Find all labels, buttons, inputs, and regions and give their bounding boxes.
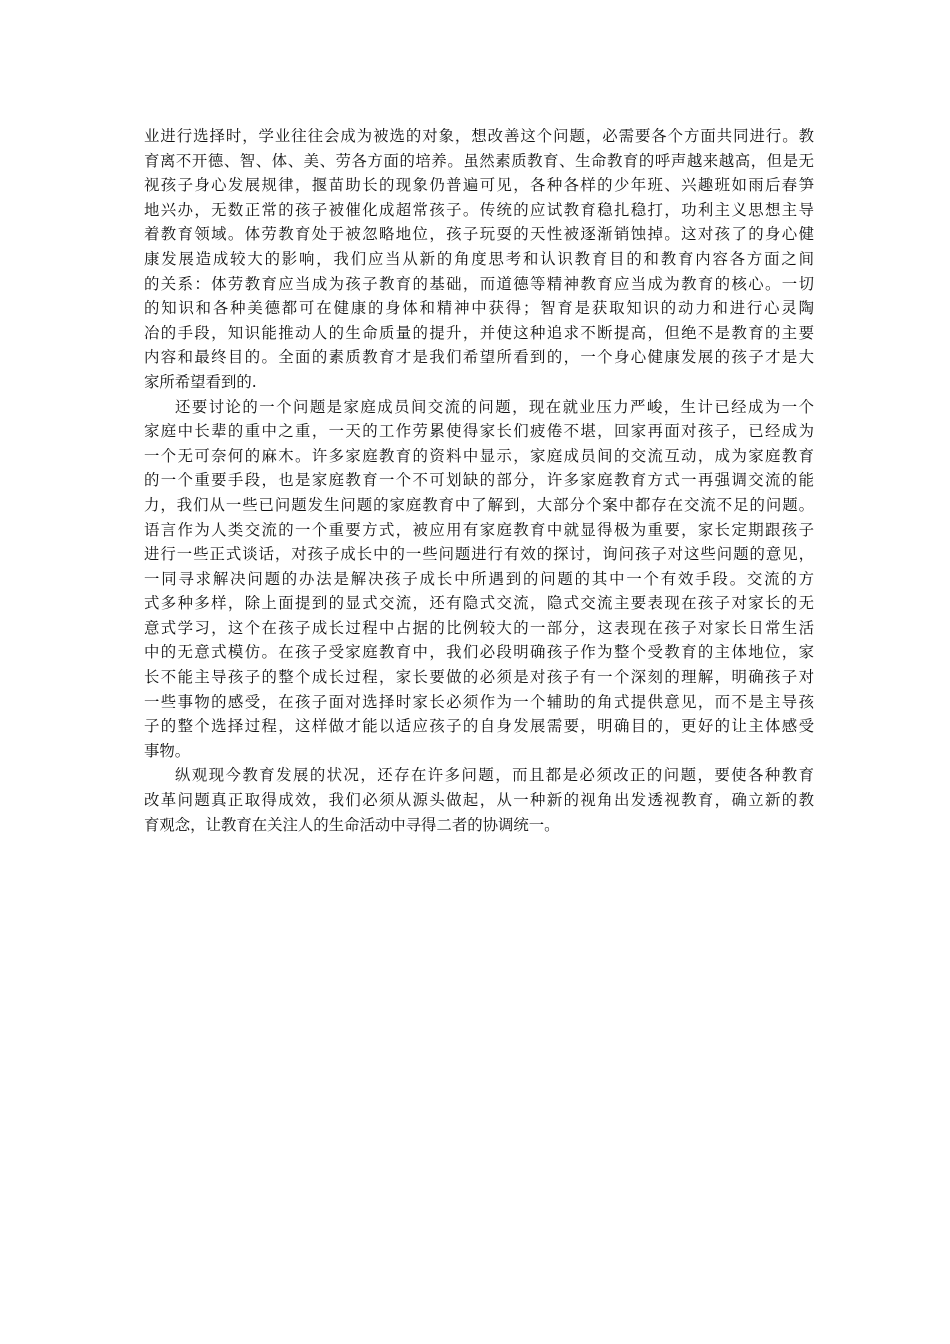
text-line: 着教育领域。体劳教育处于被忽略地位，孩子玩耍的天性被逐渐销蚀掉。这对孩了的身心健 [144, 225, 814, 244]
text-line: 育观念，让教育在关注人的生命活动中寻得二者的协调统一。 [144, 815, 560, 834]
text-line: 语言作为人类交流的一个重要方式，被应用有家庭教育中就显得极为重要，家长定期跟孩子 [144, 520, 814, 539]
text-line: 的关系：体劳教育应当成为孩子教育的基础，而道德等精神教育应当成为教育的核心。一切 [144, 274, 814, 293]
text-line: 业进行选择时，学业往往会成为被选的对象，想改善这个问题，必需要各个方面共同进行。教 [144, 127, 814, 145]
text-line: 子的整个选择过程，这样做才能以适应孩子的自身发展需要，明确目的，更好的让主体感受 [144, 717, 814, 736]
text-line: 进行一些正式谈话，对孩子成长中的一些问题进行有效的探讨，询问孩子对这些问题的意见， [144, 545, 814, 564]
text-line: 纵观现今教育发展的状况，还存在许多问题，而且都是必须改正的问题，要使各种教育 [175, 766, 814, 785]
text-line: 的知识和各种美德都可在健康的身体和精神中获得；智育是获取知识的动力和进行心灵陶 [144, 299, 814, 318]
text-line: 意式学习，这个在孩子成长过程中占据的比例较大的一部分，这表现在孩子对家长日常生活 [144, 618, 814, 637]
text-line: 视孩子身心发展规律，揠苗助长的现象仍普遍可见，各种各样的少年班、兴趣班如雨后春笋 [144, 176, 814, 195]
text-line: 冶的手段，知识能推动人的生命质量的提升，并使这种追求不断提高，但绝不是教育的主要 [144, 323, 814, 342]
paragraph [144, 395, 814, 764]
paragraph [144, 124, 814, 395]
body-text [144, 124, 814, 837]
text-line: 还要讨论的一个问题是家庭成员间交流的问题，现在就业压力严峻，生计已经成为一个 [175, 397, 814, 416]
text-line: 中的无意式模仿。在孩子受家庭教育中，我们必段明确孩子作为整个受教育的主体地位，家 [144, 643, 814, 662]
paragraph [144, 763, 814, 837]
text-line: 长不能主导孩子的整个成长过程，家长要做的必须是对孩子有一个深刻的理解，明确孩子对 [144, 668, 814, 687]
text-line: 地兴办，无数正常的孩子被催化成超常孩子。传统的应试教育稳扎稳打，功利主义思想主导 [144, 200, 814, 219]
text-line: 的一个重要手段，也是家庭教育一个不可划缺的部分，许多家庭教育方式一再强调交流的能 [144, 471, 814, 490]
text-line: 力，我们从一些已问题发生问题的家庭教育中了解到，大部分个案中都存在交流不足的问题。 [144, 495, 814, 514]
text-line: 一同寻求解决问题的办法是解决孩子成长中所遇到的问题的其中一个有效手段。交流的方 [144, 569, 814, 588]
text-line: 一些事物的感受，在孩子面对选择时家长必须作为一个辅助的角式提供意见，而不是主导孩 [144, 692, 814, 711]
text-line: 式多种多样，除上面提到的显式交流，还有隐式交流，隐式交流主要表现在孩子对家长的无 [144, 594, 814, 613]
text-line: 育离不开德、智、体、美、劳各方面的培养。虽然素质教育、生命教育的呼声越来越高，但是无 [144, 151, 814, 170]
text-line: 事物。 [144, 741, 191, 760]
text-line: 康发展造成较大的影响，我们应当从新的角度思考和认识教育目的和教育内容各方面之间 [144, 249, 814, 268]
text-line: 家庭中长辈的重中之重，一天的工作劳累使得家长们疲倦不堪，回家再面对孩子，已经成为 [144, 422, 814, 441]
text-line: 一个无可奈何的麻木。许多家庭教育的资料中显示，家庭成员间的交流互动，成为家庭教育 [144, 446, 814, 465]
text-line: 内容和最终目的。全面的素质教育才是我们希望所看到的，一个身心健康发展的孩子才是大 [144, 348, 814, 367]
text-line: 改革问题真正取得成效，我们必须从源头做起，从一种新的视角出发透视教育，确立新的教 [144, 791, 814, 810]
text-line: 家所希望看到的. [144, 372, 257, 391]
